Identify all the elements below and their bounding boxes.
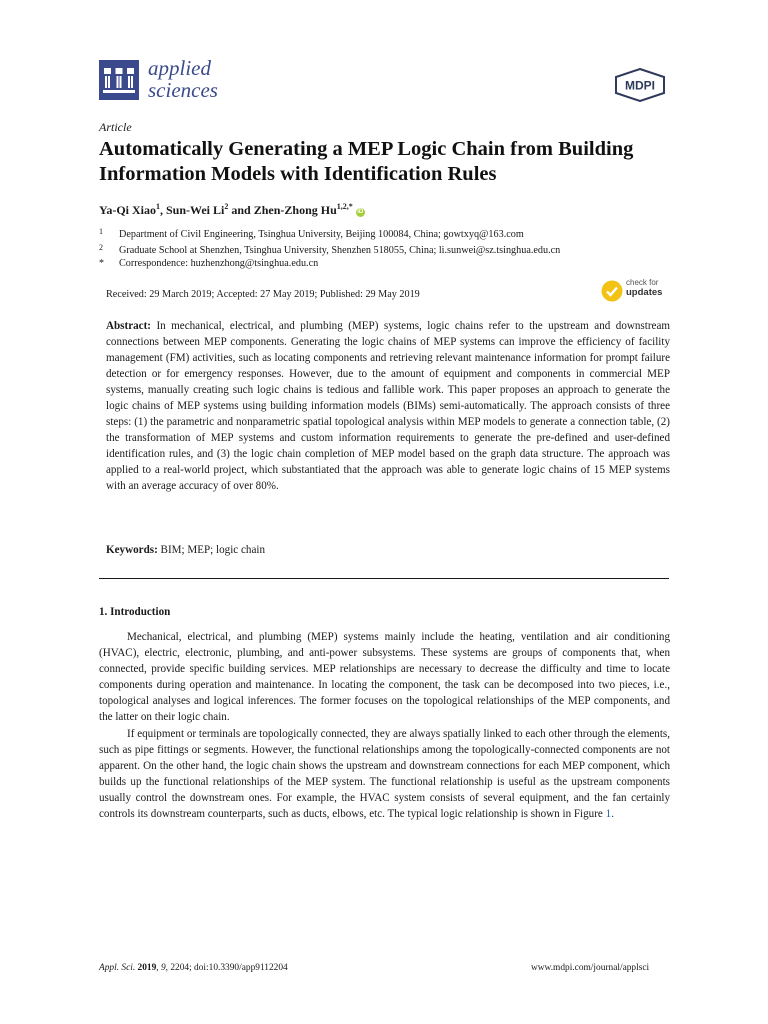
keywords-label: Keywords: [106, 544, 158, 556]
paragraph [99, 726, 670, 823]
journal-url[interactable]: www.mdpi.com/journal/applsci [531, 963, 650, 973]
paragraph-end: . [611, 808, 614, 821]
section-divider [99, 578, 669, 579]
keywords-text: BIM; MEP; logic chain [160, 544, 266, 556]
footer-volume: 9 [160, 963, 166, 973]
affiliation-2 [99, 241, 560, 257]
abstract-text: In mechanical, electrical, and plumbing (MEP) systems, logic chains refer to the upstream and downstream connections between MEP components. Generating the logic chains of MEP systems can improve the efficiency of facility management (FM) activities, such as locating components and retrieving relevant maintenance information for prompt failure detection or for emergency responses. However, due to the amount of equipment and components in commercial MEP systems, manually creating such logic chains is tedious and fallible work. This paper proposes an approach to generate the logic chains of MEP systems using building information models (BIMs) semi-automatically. The approach consists of three steps: (1) the parametric and nonparametric spatial topological analysis within MEP models to generate a connection table, (2) the transformation of MEP systems and custom information requirements to generate the pre-defined and user-defined identification rules, and (3) the logic chain completion of MEP model based on the graph data structure. The approach was applied to a real-world project, which substantiated that the approach was able to generate logic chains of 15 MEP systems with an average accuracy of over 80%. [106, 320, 670, 492]
figure-link[interactable]: 1 [605, 808, 612, 821]
article-type: Article [99, 120, 132, 134]
author-list [99, 202, 365, 218]
publication-dates: Received: 29 March 2019; Accepted: 27 May 2019; Published: 29 May 2019 [106, 289, 420, 300]
section-heading: 1. Introduction [99, 606, 171, 618]
affiliation-1 [99, 225, 524, 241]
page-title: Automatically Generating a MEP Logic Chain from Building Information Models with Identification Rules [99, 138, 634, 185]
footer-doi: , 2204; doi:10.3390/app9112204 [165, 963, 288, 973]
paragraph: Mechanical, electrical, and plumbing (MEP) systems mainly include the heating, ventilation and air conditioning (HVAC), electric, electronic, plumbing, and anti-power subsystems. These systems are groups of components that, when connected, provide specific building services. MEP relationships are necessary to decrease the difficulty and time to locate components during operation and maintenance. In locating the component, the task can be decomposed into two pieces, i.e., topological analyses and logical inferences. The former focuses on the topological relationships of the MEP components, and the latter on their logic chain. [99, 631, 670, 724]
affiliation-mark: * [99, 258, 104, 269]
check-updates-icon[interactable] [601, 280, 623, 302]
journal-name [148, 57, 218, 101]
author-name: Sun-Wei Li [166, 203, 225, 217]
orcid-icon[interactable]: iD [357, 209, 364, 215]
citation-footer: Appl. Sci. 2019, 9, 2204; doi:10.3390/app9112204 [99, 963, 288, 973]
affiliation-mark: 2 [99, 243, 103, 252]
intro-body [99, 629, 670, 822]
check-updates-label[interactable] [626, 278, 662, 298]
correspondence [99, 257, 318, 270]
keywords [106, 544, 265, 556]
footer-year: 2019 [137, 963, 157, 973]
affiliation-mark: 1 [99, 227, 103, 236]
check-updates-line1: check for [626, 278, 659, 287]
author-sup: 2 [224, 202, 229, 211]
affiliation-text: Graduate School at Shenzhen, Tsinghua University, Shenzhen 518055, China; li.sunwei@sz.tsinghua.edu.cn [119, 245, 561, 256]
author-name: Ya-Qi Xiao [99, 203, 156, 217]
mdpi-logo-icon [614, 68, 666, 102]
check-updates-line2: updates [626, 287, 663, 298]
author-separator: and [228, 203, 254, 217]
publisher-name: MDPI [625, 78, 655, 93]
author-name: Zhen-Zhong Hu [253, 203, 337, 217]
author-sup: 1 [156, 202, 160, 211]
journal-name-line1: applied [148, 56, 211, 80]
paragraph-text: If equipment or terminals are topologically connected, they are always spatially linked to each other through the elements, such as pipe fittings or segments. However, the functional relationships among the topologically-connected components are not apparent. On the other hand, the logic chain shows the upstream and downstream connections for each MEP component, which builds up the functional relationships of the MEP system. The functional relationship is useful as the upstream components usually control the downstream ones. For example, the HVAC system consists of several equipment, and the fan certainly controls its downstream counterparts, such as ducts, elbows, etc. The typical logic relationship is shown in Figure [99, 727, 670, 821]
affiliation-text: Correspondence: huzhenzhong@tsinghua.edu.cn [119, 258, 319, 269]
abstract [106, 318, 670, 494]
journal-abbrev: Appl. Sci. [99, 963, 136, 973]
affiliation-text: Department of Civil Engineering, Tsinghua University, Beijing 100084, China; gowtxyq@163.com [119, 229, 524, 240]
journal-name-line2: sciences [148, 78, 218, 102]
abstract-label: Abstract: [106, 320, 151, 332]
journal-logo-icon [99, 60, 139, 100]
author-sup: 1,2,* [336, 202, 353, 211]
author-separator: , [160, 203, 166, 217]
